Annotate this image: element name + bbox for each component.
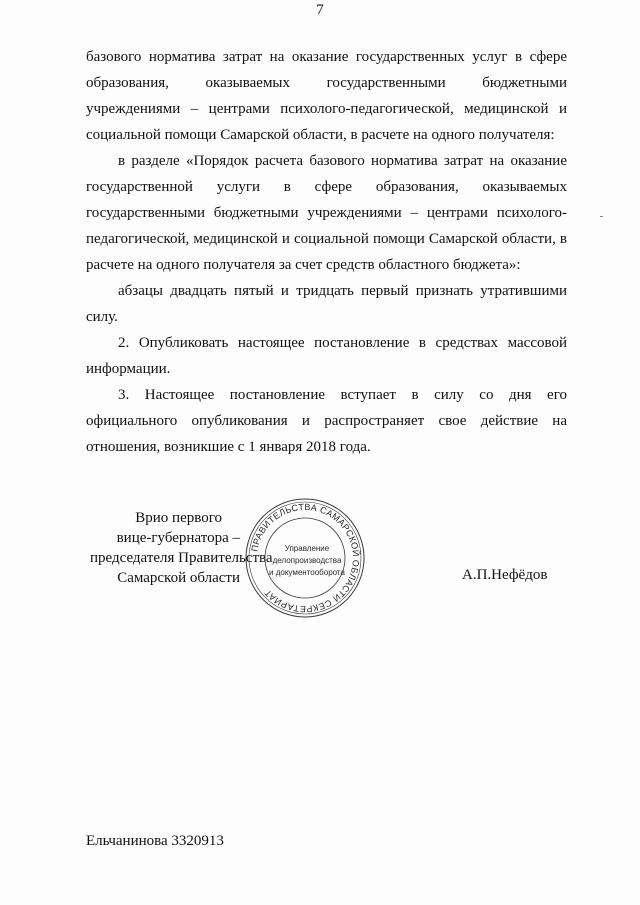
body-line: расчете на одного получателя за счет средств областного бюджета»: bbox=[86, 257, 521, 273]
body-line: образования, оказываемых государственными бюджетными bbox=[86, 75, 567, 91]
body-line: базового норматива затрат на оказание государственных услуг в сфере bbox=[86, 49, 567, 65]
signatory-name: А.П.Нефёдов bbox=[462, 567, 548, 583]
body-line: в разделе «Порядок расчета базового норматива затрат на оказание bbox=[118, 153, 567, 169]
signatory-title-line: Врио первого bbox=[135, 510, 222, 526]
body-line: информации. bbox=[86, 361, 171, 377]
scan-mark bbox=[600, 216, 603, 217]
body-line: педагогической, медицинской и социальной помощи Самарской области, в bbox=[86, 231, 567, 247]
body-line: государственной услуги в сфере образования, оказываемых bbox=[86, 179, 567, 195]
signatory-title-line: Самарской области bbox=[117, 570, 240, 586]
page-number: 7 bbox=[316, 2, 324, 18]
body-line: абзацы двадцать пятый и тридцать первый признать утратившими bbox=[118, 283, 567, 299]
svg-text:и документооборота: и документооборота bbox=[269, 568, 345, 577]
signatory-title-line: председателя Правительства bbox=[90, 550, 273, 566]
body-line: силу. bbox=[86, 309, 118, 325]
signatory-title bbox=[90, 508, 273, 588]
body-line: официального опубликования и распространяет свое действие на bbox=[86, 413, 567, 429]
body-line: 2. Опубликовать настоящее постановление в средствах массовой bbox=[118, 335, 567, 351]
signatory-title-line: вице-губернатора – bbox=[116, 530, 240, 546]
executor-footer: Ельчанинова 3320913 bbox=[86, 833, 224, 849]
svg-text:делопроизводства: делопроизводства bbox=[272, 556, 342, 565]
body-line: государственными бюджетными учреждениями – центрами психолого- bbox=[86, 205, 567, 221]
body-line: социальной помощи Самарской области, в расчете на одного получателя: bbox=[86, 127, 555, 143]
body-line: учреждениями – центрами психолого-педагогической, медицинской и bbox=[86, 101, 567, 117]
svg-text:ПРАВИТЕЛЬСТВА САМАРСКОЙ ОБЛАСТ: ПРАВИТЕЛЬСТВА САМАРСКОЙ ОБЛАСТИ СЕКРЕТАРИАТ bbox=[249, 501, 362, 615]
official-seal-stamp bbox=[243, 496, 367, 620]
body-line: 3. Настоящее постановление вступает в силу со дня его bbox=[118, 387, 567, 403]
svg-text:Управление: Управление bbox=[284, 544, 330, 553]
body-line: отношения, возникшие с 1 января 2018 года. bbox=[86, 439, 371, 455]
